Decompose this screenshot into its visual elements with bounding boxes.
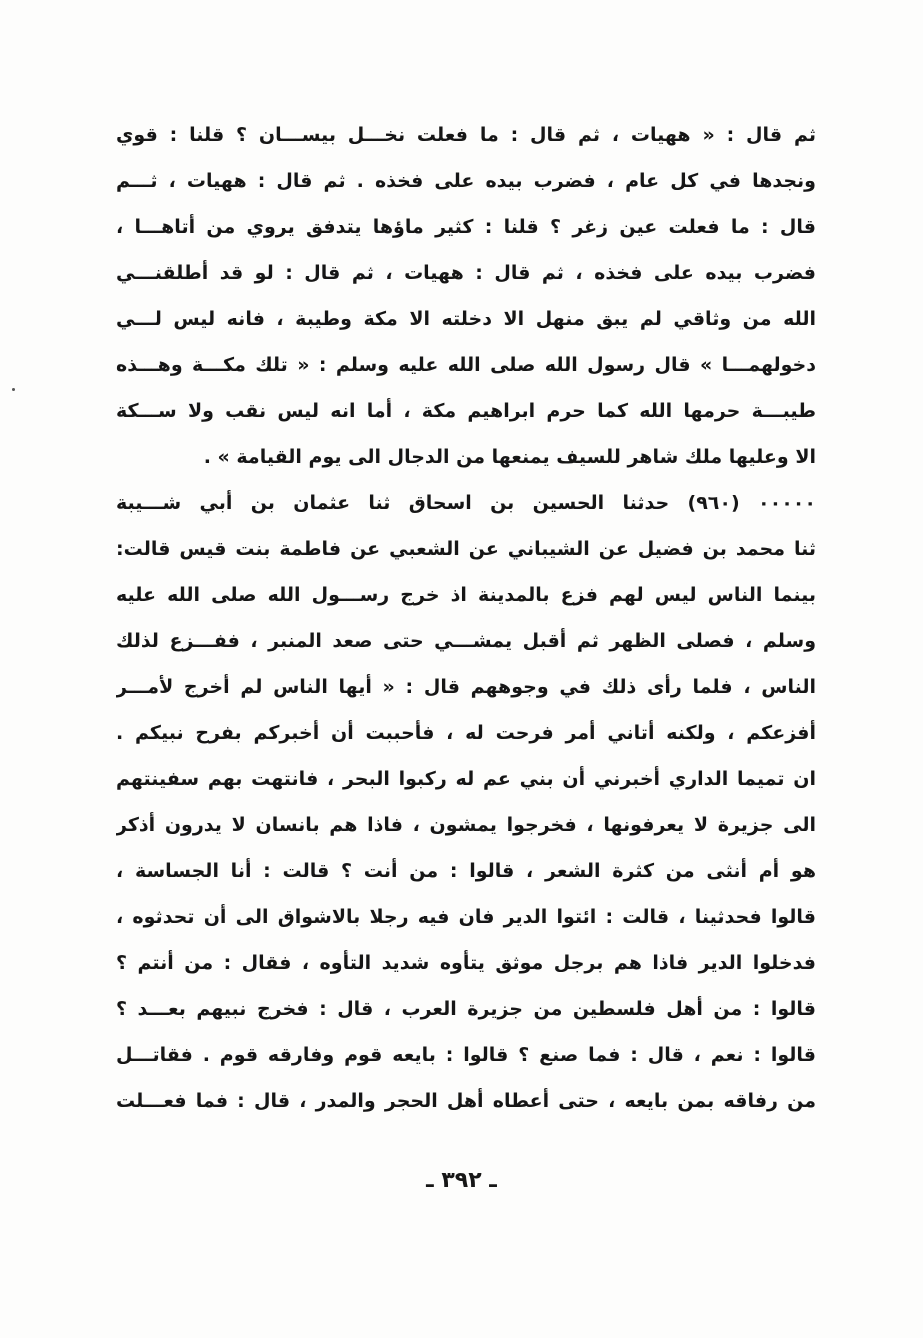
- text-line: وسلم ، فصلى الظهر ثم أقبل يمشـــي حتى صعد المنبر ، ففـــزع لذلك: [116, 630, 816, 652]
- text-line: قالوا : نعم ، قال : فما صنع ؟ قالوا : بايعه قوم وفارقه قوم . فقاتـــل: [116, 1044, 816, 1066]
- text-line: من رفاقه بمن بايعه ، حتى أعطاه أهل الحجر والمدر ، قال : فما فعـــلت: [116, 1090, 816, 1112]
- paragraph-2: [116, 480, 816, 1124]
- text-line: قالوا فحدثينا ، قالت : ائتوا الدير فان فيه رجلا بالاشواق الى أن تحدثوه ،: [116, 906, 816, 928]
- text-line: ثنا محمد بن فضيل عن الشيباني عن الشعبي عن فاطمة بنت قيس قالت:: [116, 538, 816, 560]
- text-line: فدخلوا الدير فاذا هم برجل موثق يتأوه شديد التأوه ، فقال : من أنتم ؟: [116, 952, 816, 974]
- text-line: بينما الناس ليس لهم فزع بالمدينة اذ خرج رســـول الله صلى الله عليه: [116, 584, 816, 606]
- text-line: قالوا : من أهل فلسطين من جزيرة العرب ، قال : فخرج نبيهم بعـــد ؟: [116, 998, 816, 1020]
- text-line: أفزعكم ، ولكنه أتاني أمر فرحت له ، فأحببت أن أخبركم بفرح نبيكم .: [116, 722, 816, 744]
- text-line: ونجدها في كل عام ، فضرب بيده على فخذه . ثم قال : ههيات ، ثـــم: [116, 170, 816, 192]
- text-line: الناس ، فلما رأى ذلك في وجوههم قال : « أيها الناس لم أخرج لأمـــر: [116, 676, 816, 698]
- text-line: الله من وثاقي لم يبق منهل الا دخلته الا مكة وطيبة ، فانه ليس لـــي: [116, 308, 816, 330]
- text-line: ٠٠٠٠٠ (٩٦٠) حدثنا الحسين بن اسحاق ثنا عثمان بن أبي شـــيبة: [116, 492, 816, 514]
- text-line: قال : ما فعلت عين زغر ؟ قلنا : كثير ماؤها يتدفق يروي من أتاهـــا ،: [116, 216, 816, 238]
- text-line: فضرب بيده على فخذه ، ثم قال : ههيات ، ثم قال : لو قد أطلقنـــي: [116, 262, 816, 284]
- text-line: دخولهمـــا » قال رسول الله صلى الله عليه وسلم : « تلك مكـــة وهـــذه: [116, 354, 816, 376]
- text-line: الى جزيرة لا يعرفونها ، فخرجوا يمشون ، فاذا هم بانسان لا يدرون أذكر: [116, 814, 816, 836]
- text-line: هو أم أنثى من كثرة الشعر ، قالوا : من أنت ؟ قالت : أنا الجساسة ،: [116, 860, 816, 882]
- text-line: ان تميما الداري أخبرني أن بني عم له ركبوا البحر ، فانتهت بهم سفينتهم: [116, 768, 816, 790]
- text-line: الا وعليها ملك شاهر للسيف يمنعها من الدجال الى يوم القيامة » .: [203, 446, 816, 468]
- paragraph-1: [116, 112, 816, 480]
- text-line: ثم قال : « ههيات ، ثم قال : ما فعلت نخـــل بيســـان ؟ قلنا : قوي: [116, 124, 816, 146]
- text-line: طيبـــة حرمها الله كما حرم ابراهيم مكة ، أما انه ليس نقب ولا ســـكة: [116, 400, 816, 422]
- page-number: ـ ٣٩٢ ـ: [426, 1168, 497, 1193]
- scan-speck: [12, 388, 15, 391]
